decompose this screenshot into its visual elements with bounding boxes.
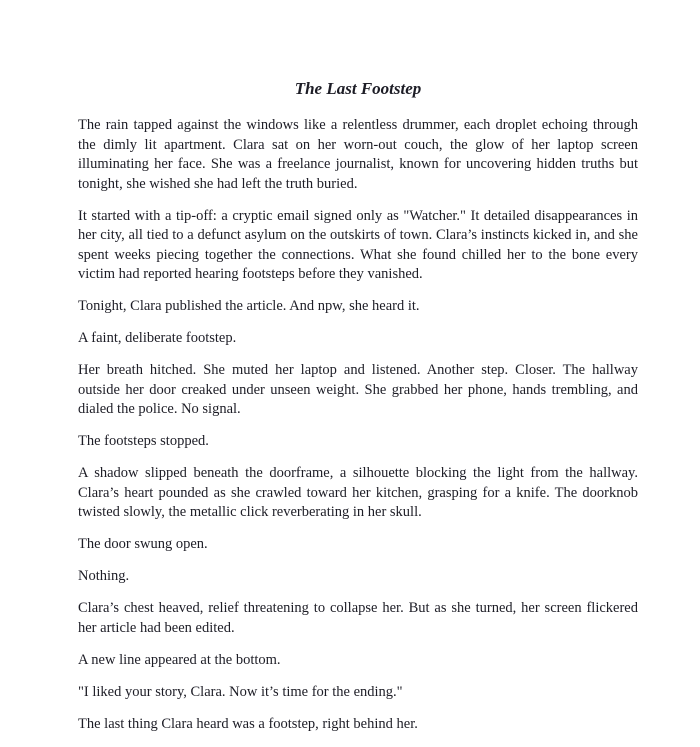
story-paragraph: A faint, deliberate footstep. [78, 330, 237, 346]
story-paragraph: The footsteps stopped. [78, 433, 209, 449]
story-paragraph: Her breath hitched. She muted her laptop and listened. Another step. Closer. The hallway outside her door creaked under unseen weight. She grabbed her phone, hands trembling, and dialed the police. No signal. [78, 362, 638, 417]
story-title: The Last Footstep [294, 79, 422, 98]
story-paragraph: "I liked your story, Clara. Now it’s time for the ending." [78, 683, 403, 700]
story-paragraph: A new line appeared at the bottom. [78, 651, 281, 668]
story-paragraph: Nothing. [78, 568, 130, 584]
story-paragraph: A shadow slipped beneath the doorframe, a silhouette blocking the light from the hallway. Clara’s heart pounded as she crawled toward her kitchen, grasping for a knife. The doorknob twisted slowly, the metallic click reverberating in her skull. [78, 465, 638, 520]
story-paragraph: It started with a tip-off: a cryptic email signed only as "Watcher." It detailed disappearances in her city, all tied to a defunct asylum on the outskirts of town. Clara’s instincts kicked in, and she spent weeks piecing together the connections. What she found chilled her to the bone every victim had reported hearing footsteps before they vanished. [78, 207, 638, 282]
story-paragraph: The door swung open. [78, 536, 208, 552]
story-paragraph: The last thing Clara heard was a footstep, right behind her. [78, 715, 418, 732]
story-paragraph: Clara’s chest heaved, relief threatening to collapse her. But as she turned, her screen flickered her article had been edited. [78, 600, 638, 636]
story-paragraph: Tonight, Clara published the article. And npw, she heard it. [78, 298, 420, 314]
story-paragraph: The rain tapped against the windows like a relentless drummer, each droplet echoing through the dimly lit apartment. Clara sat on her worn-out couch, the glow of her laptop screen illuminating her face. She was a freelance journalist, known for uncovering hidden truths but tonight, she wished she had left the truth buried. [78, 117, 638, 192]
